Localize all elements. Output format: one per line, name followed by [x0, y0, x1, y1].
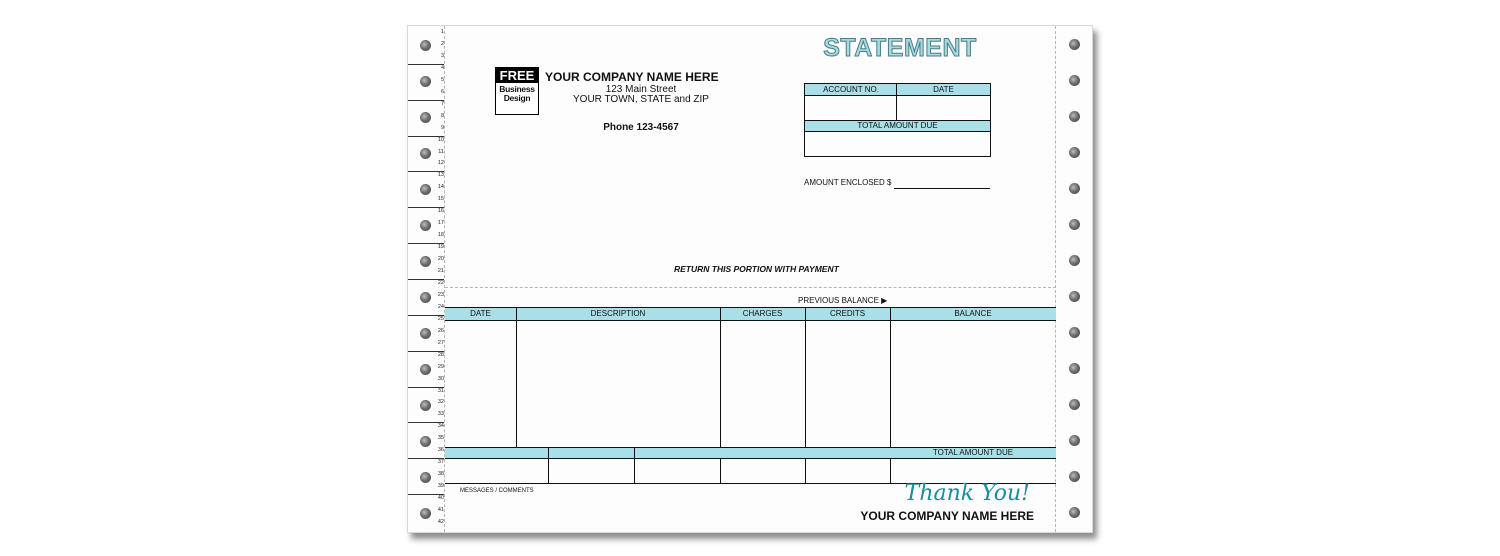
- tractor-hole-right: [1069, 435, 1080, 446]
- tractor-hole-left: [420, 256, 431, 267]
- line-number: 14: [437, 184, 444, 191]
- line-number: 5: [440, 76, 444, 83]
- line-number: 32: [437, 399, 444, 406]
- messages-comments-label: MESSAGES / COMMENTS: [460, 488, 534, 494]
- company-phone: Phone 123-4567: [603, 122, 679, 133]
- col-balance-header: BALANCE: [954, 309, 992, 318]
- tractor-hole-left: [420, 292, 431, 303]
- margin-tick: [408, 458, 444, 459]
- tractor-hole-right: [1069, 255, 1080, 266]
- tractor-hole-left: [420, 400, 431, 411]
- line-number: 23: [437, 291, 444, 298]
- logo-business-text: Business: [499, 84, 535, 94]
- line-number: 36: [437, 447, 444, 454]
- remittance-box: [804, 83, 991, 157]
- line-number: 1: [440, 29, 444, 35]
- line-number: 12: [437, 160, 444, 167]
- line-number: 9: [440, 124, 444, 131]
- margin-tick: [408, 100, 444, 101]
- company-name: YOUR COMPANY NAME HERE: [545, 70, 719, 84]
- line-number: 6: [440, 88, 444, 95]
- tractor-hole-left: [420, 76, 431, 87]
- tractor-hole-left: [420, 364, 431, 375]
- tractor-hole-left: [420, 220, 431, 231]
- line-number: 30: [437, 375, 444, 382]
- amount-enclosed-label: AMOUNT ENCLOSED $: [804, 178, 892, 187]
- line-number: 7: [440, 100, 444, 107]
- total-amount-due-label-bottom: TOTAL AMOUNT DUE: [932, 448, 1014, 457]
- line-number: 13: [437, 172, 444, 179]
- tractor-hole-right: [1069, 183, 1080, 194]
- margin-tick: [408, 279, 444, 280]
- tractor-hole-left: [420, 148, 431, 159]
- account-no-label: ACCOUNT NO.: [823, 85, 879, 94]
- stub-perforation: [445, 287, 1056, 288]
- date-label: DATE: [933, 85, 954, 94]
- tractor-hole-right: [1069, 399, 1080, 410]
- line-number: 2: [440, 40, 444, 47]
- line-number: 34: [437, 423, 444, 430]
- line-number: 17: [437, 220, 444, 227]
- tractor-hole-right: [1069, 39, 1080, 50]
- tractor-hole-left: [420, 472, 431, 483]
- statement-title: STATEMENT: [823, 34, 977, 62]
- tractor-hole-right: [1069, 111, 1080, 122]
- tractor-hole-right: [1069, 507, 1080, 518]
- line-number: 31: [437, 387, 444, 394]
- margin-tick: [408, 64, 444, 65]
- tractor-hole-right: [1069, 75, 1080, 86]
- tractor-hole-left: [420, 436, 431, 447]
- margin-tick: [408, 422, 444, 423]
- line-number: 22: [437, 279, 444, 286]
- col-charges-header: CHARGES: [742, 309, 783, 318]
- col-credits-header: CREDITS: [829, 309, 866, 318]
- return-portion-note: RETURN THIS PORTION WITH PAYMENT: [674, 264, 839, 274]
- margin-tick: [408, 351, 444, 352]
- line-number: 8: [440, 112, 444, 119]
- line-number: 35: [437, 435, 444, 442]
- line-number: 26: [437, 327, 444, 334]
- line-number: 37: [437, 459, 444, 466]
- tractor-hole-left: [420, 40, 431, 51]
- line-number: 4: [440, 64, 444, 71]
- margin-tick: [408, 171, 444, 172]
- thank-you-text: Thank You!: [904, 481, 1030, 506]
- line-number: 28: [437, 351, 444, 358]
- total-amount-due-label-top: TOTAL AMOUNT DUE: [857, 121, 938, 130]
- tractor-hole-right: [1069, 147, 1080, 158]
- tractor-hole-left: [420, 508, 431, 519]
- company-logo: [495, 67, 539, 115]
- margin-tick: [408, 136, 444, 137]
- line-number: 38: [437, 471, 444, 478]
- line-number: 24: [437, 303, 444, 310]
- line-number: 16: [437, 208, 444, 215]
- margin-tick: [408, 315, 444, 316]
- margin-tick: [408, 243, 444, 244]
- tractor-hole-left: [420, 328, 431, 339]
- margin-tick: [408, 494, 444, 495]
- line-number: 11: [438, 148, 444, 155]
- company-town: YOUR TOWN, STATE and ZIP: [573, 94, 709, 105]
- tractor-hole-left: [420, 112, 431, 123]
- tractor-hole-right: [1069, 327, 1080, 338]
- line-number: 39: [437, 483, 444, 490]
- margin-tick: [408, 207, 444, 208]
- line-number: 20: [437, 256, 444, 263]
- line-number: 19: [437, 244, 444, 251]
- line-number: 27: [437, 339, 444, 346]
- line-number: 15: [437, 196, 444, 203]
- line-number: 42: [437, 518, 444, 525]
- margin-tick: [408, 387, 444, 388]
- tractor-hole-right: [1069, 363, 1080, 374]
- line-number: 41: [437, 507, 444, 513]
- line-number: 18: [437, 232, 444, 239]
- tractor-hole-left: [420, 184, 431, 195]
- line-number: 3: [440, 52, 444, 59]
- tractor-hole-right: [1069, 471, 1080, 482]
- tractor-hole-right: [1069, 219, 1080, 230]
- previous-balance-label: PREVIOUS BALANCE ▶: [798, 296, 888, 305]
- line-number: 10: [437, 136, 444, 143]
- logo-design-text: Design: [503, 93, 531, 103]
- line-number: 40: [437, 495, 444, 502]
- footer-company-name: YOUR COMPANY NAME HERE: [860, 509, 1034, 523]
- line-number: 29: [437, 363, 444, 370]
- logo-free-text: FREE: [496, 68, 538, 83]
- col-date-header: DATE: [470, 309, 491, 318]
- tractor-hole-right: [1069, 291, 1080, 302]
- right-tractor-strip: [1056, 26, 1092, 532]
- statement-form: [407, 25, 1093, 533]
- line-number: 33: [437, 411, 444, 418]
- line-number: 21: [437, 268, 444, 274]
- col-description-header: DESCRIPTION: [590, 309, 646, 318]
- line-number: 25: [437, 315, 444, 322]
- company-street: 123 Main Street: [605, 84, 677, 95]
